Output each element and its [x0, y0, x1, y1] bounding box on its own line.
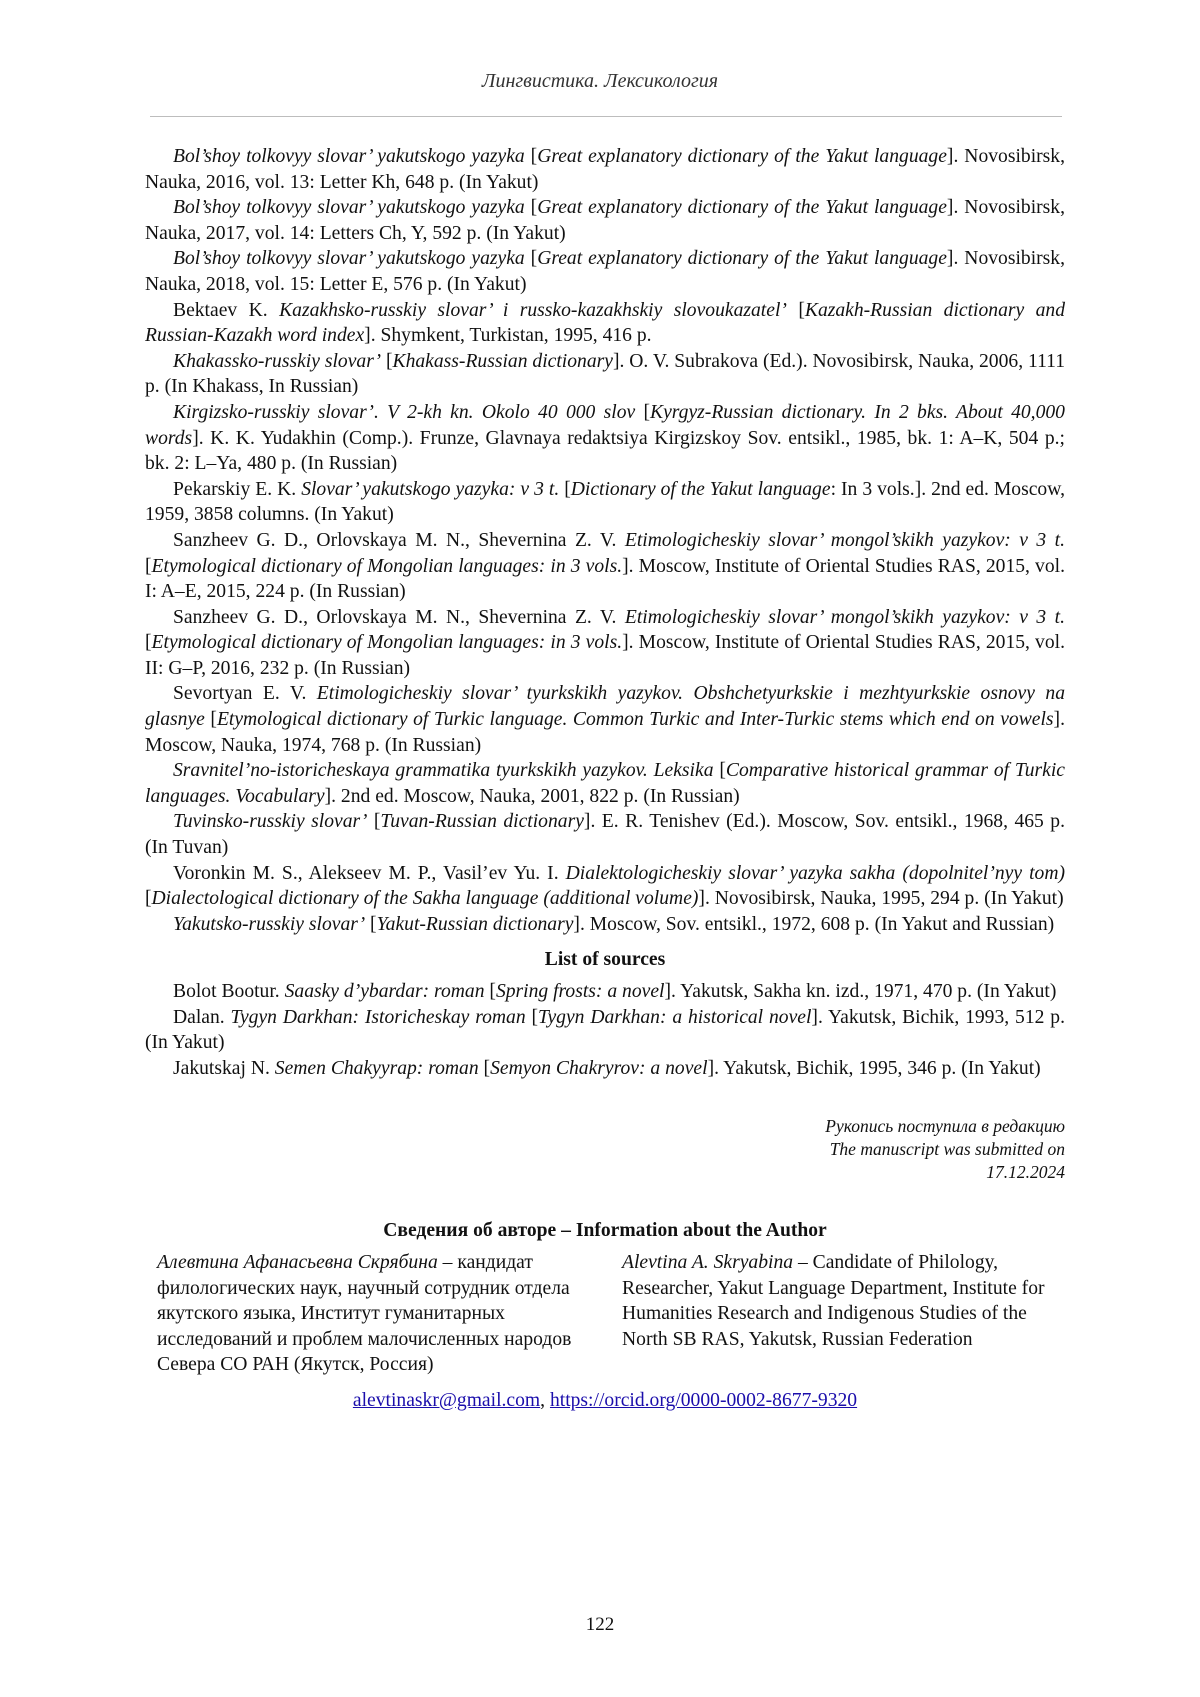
- reference-rest: . Moscow, Institute of Oriental Studies RAS, 2015, vol. II: G–P, 2016, 232 p. (In Russian): [145, 632, 1065, 679]
- reference-entry: Bolot Bootur. Saasky d’ybardar: roman [Spring frosts: a novel]. Yakutsk, Sakha kn. izd., 1971, 470 p. (In Yakut): [173, 981, 1057, 1002]
- reference-translation: Dialectological dictionary of the Sakha language (additional volume): [151, 888, 699, 910]
- reference-rest: . Novosibirsk, Nauka, 2016, vol. 13: Letter Kh, 648 p. (In Yakut): [145, 146, 1065, 193]
- reference-translation: Etymological dictionary of Mongolian languages: in 3 vols.: [151, 555, 623, 577]
- reference-rest: . E. R. Tenishev (Ed.). Moscow, Sov. entsikl., 1968, 465 p. (In Tuvan): [145, 811, 1065, 859]
- reference-title: Bol’shoy tolkovyy slovar’ yakutskogo yazyka: [173, 197, 525, 219]
- reference-title: Tygyn Darkhan: Istoricheskay roman: [230, 1006, 526, 1028]
- reference-translation-suffix: : In 3 vols.: [830, 478, 915, 500]
- reference-rest: . Moscow, Sov. entsikl., 1972, 608 p. (In Yakut and Russian): [579, 913, 1055, 935]
- reference-title: Bol’shoy tolkovyy slovar’ yakutskogo yazyka: [173, 248, 525, 270]
- reference-rest: . Yakutsk, Sakha kn. izd., 1971, 470 p. (In Yakut): [671, 981, 1057, 1002]
- reference-title: Saasky d’ybardar: roman: [284, 981, 485, 1002]
- reference-author: Sevortyan E. V.: [173, 683, 317, 705]
- reference-rest: . Moscow, Institute of Oriental Studies RAS, 2015, vol. I: A–E, 2015, 224 p. (In Russian): [145, 555, 1065, 603]
- reference-translation: Semyon Chakryrov: a novel: [490, 1057, 708, 1079]
- sources-heading: List of sources: [544, 949, 666, 971]
- reference-entry: Bol’shoy tolkovyy slovar’ yakutskogo yazyka [Great explanatory dictionary of the Yakut language]. Novosibirsk, Nauka, 2017, vol. 14: Letters Ch, Y, 592 p. (In Yakut): [145, 197, 1065, 244]
- reference-rest: . Novosibirsk, Nauka, 2018, vol. 15: Letter E, 576 p. (In Yakut): [145, 248, 1065, 295]
- reference-entry: Kirgizsko-russkiy slovar’. V 2-kh kn. Okolo 40 000 slov [Kyrgyz-Russian dictionary. In 2 bks. About 40,000 words]. K. K. Yudakhin (Comp.). Frunze, Glavnaya redaktsiya Kirgizskoy Sov. entsikl., 1985, bk. 1: A–K, 504 p.; bk. 2: L–Ya, 480 p. (In Russian): [145, 401, 1065, 475]
- reference-entry: Tuvinsko-russkiy slovar’ [Tuvan-Russian dictionary]. E. R. Tenishev (Ed.). Moscow, Sov. entsikl., 1968, 465 p. (In Tuvan): [145, 811, 1065, 859]
- reference-author: Jakutskaj N.: [173, 1057, 275, 1079]
- reference-title: Tuvinsko-russkiy slovar’: [173, 811, 368, 833]
- submission-date: 17.12.2024: [986, 1162, 1065, 1183]
- reference-author: Dalan.: [173, 1006, 231, 1028]
- reference-translation: Tuvan-Russian dictionary: [380, 811, 584, 833]
- reference-translation: Great explanatory dictionary of the Yakut language: [537, 248, 947, 270]
- reference-author: Bolot Bootur.: [173, 981, 285, 1002]
- author-heading: Сведения об авторе – Information about the Author: [383, 1220, 827, 1242]
- author-details-en: – Candidate of Philology, Researcher, Yakut Language Department, Institute for Humanities Research and Indigenous Studies of the North SB RAS, Yakutsk, Russian Federation: [622, 1251, 1045, 1350]
- reference-title: Etimologicheskiy slovar’ mongol’skikh yazykov: v 3 t.: [624, 606, 1065, 628]
- reference-title: Slovar’ yakutskogo yazyka: v 3 t.: [301, 478, 560, 500]
- reference-entry: Sanzheev G. D., Orlovskaya M. N., Shevernina Z. V. Etimologicheskiy slovar’ mongol’skikh yazykov: v 3 t. [Etymological dictionary of Mongolian languages: in 3 vols.]. Moscow, Institute of Oriental Studies RAS, 2015, vol. I: A–E, 2015, 224 p. (In Russian): [145, 529, 1065, 603]
- reference-author: Sanzheev G. D., Orlovskaya M. N., Shevernina Z. V.: [173, 529, 625, 551]
- running-header: Лингвистика. Лексикология: [481, 70, 719, 92]
- author-info: [145, 1250, 1065, 1378]
- reference-rest: . Moscow, Nauka, 1974, 768 p. (In Russian): [145, 709, 1065, 756]
- reference-translation: Dictionary of the Yakut language: [570, 478, 831, 500]
- reference-title: Khakassko-russkiy slovar’: [173, 350, 382, 372]
- reference-translation: Etymological dictionary of Turkic language. Common Turkic and Inter-Turkic stems which end on vowels: [216, 709, 1054, 731]
- reference-rest: . 2nd ed. Moscow, Nauka, 2001, 822 p. (In Russian): [331, 785, 740, 807]
- reference-translation: Kyrgyz-Russian dictionary. In 2 bks. About 40,000 words: [145, 401, 1065, 449]
- reference-rest: . Novosibirsk, Nauka, 2017, vol. 14: Letters Ch, Y, 592 p. (In Yakut): [145, 197, 1065, 244]
- references-list: [145, 144, 1065, 937]
- reference-entry: Dalan. Tygyn Darkhan: Istoricheskay roman [Tygyn Darkhan: a historical novel]. Yakutsk, Bichik, 1993, 512 p. (In Yakut): [145, 1006, 1065, 1054]
- contacts-separator: ,: [540, 1389, 550, 1411]
- reference-translation: Spring frosts: a novel: [495, 981, 665, 1002]
- sources-list: [145, 979, 1065, 1081]
- reference-translation: Great explanatory dictionary of the Yakut language: [537, 197, 947, 219]
- reference-entry: Bol’shoy tolkovyy slovar’ yakutskogo yazyka [Great explanatory dictionary of the Yakut language]. Novosibirsk, Nauka, 2018, vol. 15: Letter E, 576 p. (In Yakut): [145, 248, 1065, 295]
- reference-translation: Yakut-Russian dictionary: [376, 913, 574, 935]
- reference-rest: . K. K. Yudakhin (Comp.). Frunze, Glavnaya redaktsiya Kirgizskoy Sov. entsikl., 1985, bk. 1: A–K, 504 p.; bk. 2: L–Ya, 480 p. (In Russian): [145, 427, 1065, 475]
- reference-entry: Jakutskaj N. Semen Chakyyrap: roman [Semyon Chakryrov: a novel]. Yakutsk, Bichik, 1995, 346 p. (In Yakut): [173, 1057, 1041, 1079]
- reference-entry: Sevortyan E. V. Etimologicheskiy slovar’ tyurkskikh yazykov. Obshchetyurkskie i mezhtyurkskie osnovy na glasnye [Etymological dictionary of Turkic language. Common Turkic and Inter-Turkic stems which end on vowels]. Moscow, Nauka, 1974, 768 p. (In Russian): [145, 683, 1065, 756]
- reference-translation: Kazakh-Russian dictionary and Russian-Kazakh word index: [145, 299, 1065, 347]
- reference-rest: . O. V. Subrakova (Ed.). Novosibirsk, Nauka, 2006, 1111 p. (In Khakass, In Russian): [145, 350, 1066, 398]
- reference-title: Sravnitel’no-istoricheskaya grammatika tyurkskikh yazykov. Leksika: [173, 760, 714, 782]
- reference-entry: Bol’shoy tolkovyy slovar’ yakutskogo yazyka [Great explanatory dictionary of the Yakut language]. Novosibirsk, Nauka, 2016, vol. 13: Letter Kh, 648 p. (In Yakut): [145, 146, 1065, 193]
- page-content: [145, 144, 1065, 1414]
- reference-rest: . Yakutsk, Bichik, 1993, 512 p. (In Yakut): [145, 1006, 1065, 1054]
- reference-title: Etimologicheskiy slovar’ tyurkskikh yazykov. Obshchetyurkskie i mezhtyurkskie osnovy na glasnye: [145, 683, 1065, 731]
- reference-title: Kirgizsko-russkiy slovar’. V 2-kh kn. Okolo 40 000 slov: [173, 401, 636, 423]
- submission-line-en: The manuscript was submitted on: [829, 1139, 1065, 1160]
- reference-entry: Voronkin M. S., Alekseev M. P., Vasil’ev Yu. I. Dialektologicheskiy slovar’ yazyka sakha (dopolnitel’nyy tom) [Dialectological dictionary of the Sakha language (additional volume)]. Novosibirsk, Nauka, 1995, 294 p. (In Yakut): [145, 862, 1066, 910]
- reference-author: Pekarskiy E. K.: [173, 478, 302, 500]
- author-info-en: [622, 1250, 1065, 1378]
- submission-line-ru: Рукопись поступила в редакцию: [825, 1116, 1065, 1137]
- reference-title: Bol’shoy tolkovyy slovar’ yakutskogo yazyka: [173, 146, 525, 167]
- page-number: 122: [585, 1614, 615, 1635]
- orcid-link[interactable]: https://orcid.org/0000-0002-8677-9320: [549, 1389, 858, 1411]
- submission-note: [145, 1115, 1065, 1184]
- reference-entry: Khakassko-russkiy slovar’ [Khakass-Russian dictionary]. O. V. Subrakova (Ed.). Novosibirsk, Nauka, 2006, 1111 p. (In Khakass, In Russian): [145, 350, 1066, 398]
- reference-entry: Yakutsko-russkiy slovar’ [Yakut-Russian dictionary]. Moscow, Sov. entsikl., 1972, 608 p. (In Yakut and Russian): [173, 913, 1055, 935]
- email-link[interactable]: alevtinaskr@gmail.com: [352, 1389, 541, 1411]
- reference-rest: . 2nd ed. Moscow, 1959, 3858 columns. (In Yakut): [145, 478, 1065, 526]
- reference-entry: Bektaev K. Kazakhsko-russkiy slovar’ i russko-kazakhskiy slovoukazatel’ [Kazakh-Russian dictionary and Russian-Kazakh word index]. Shymkent, Turkistan, 1995, 416 p.: [145, 299, 1065, 347]
- reference-title: Etimologicheskiy slovar’ mongol’skikh yazykov: v 3 t.: [624, 529, 1065, 551]
- reference-entry: Pekarskiy E. K. Slovar’ yakutskogo yazyka: v 3 t. [Dictionary of the Yakut language: In 3 vols.]. 2nd ed. Moscow, 1959, 3858 columns. (In Yakut): [145, 478, 1065, 526]
- author-contacts: [145, 1388, 1065, 1414]
- header-rule: [150, 116, 1062, 117]
- reference-rest: . Novosibirsk, Nauka, 1995, 294 p. (In Yakut): [704, 888, 1064, 910]
- reference-title: Yakutsko-russkiy slovar’: [173, 913, 366, 935]
- reference-rest: . Shymkent, Turkistan, 1995, 416 p.: [370, 325, 652, 347]
- reference-title: Semen Chakyyrap: roman: [274, 1057, 479, 1079]
- author-name-en: Alevtina A. Skryabina: [622, 1251, 794, 1273]
- reference-entry: Sanzheev G. D., Orlovskaya M. N., Shevernina Z. V. Etimologicheskiy slovar’ mongol’skikh yazykov: v 3 t. [Etymological dictionary of Mongolian languages: in 3 vols.]. Moscow, Institute of Oriental Studies RAS, 2015, vol. II: G–P, 2016, 232 p. (In Russian): [145, 606, 1065, 679]
- reference-author: Bektaev K.: [173, 299, 280, 321]
- reference-title: Dialektologicheskiy slovar’ yazyka sakha (dopolnitel’nyy tom): [565, 862, 1066, 884]
- author-info-ru: [145, 1250, 588, 1378]
- author-details-ru: – кандидат филологических наук, научный сотрудник отдела якутского языка, Институт гуманитарных исследований и проблем малочисленных народов Севера СО РАН (Якутск, Россия): [157, 1251, 572, 1376]
- reference-translation: Tygyn Darkhan: a historical novel: [538, 1006, 812, 1028]
- reference-author: Sanzheev G. D., Orlovskaya M. N., Shevernina Z. V.: [173, 606, 625, 628]
- reference-translation: Comparative historical grammar of Turkic languages. Vocabulary: [145, 760, 1065, 807]
- reference-translation: Khakass-Russian dictionary: [392, 350, 613, 372]
- reference-translation: Etymological dictionary of Mongolian languages: in 3 vols.: [151, 632, 623, 654]
- references: [145, 144, 1065, 937]
- author-name-ru: Алевтина Афанасьевна Скрябина: [157, 1251, 438, 1273]
- reference-translation: Great explanatory dictionary of the Yakut language: [537, 146, 947, 167]
- reference-title: Kazakhsko-russkiy slovar’ i russko-kazakhskiy slovoukazatel’: [279, 299, 787, 321]
- reference-rest: . Yakutsk, Bichik, 1995, 346 p. (In Yakut): [714, 1057, 1041, 1079]
- reference-entry: Sravnitel’no-istoricheskaya grammatika tyurkskikh yazykov. Leksika [Comparative historical grammar of Turkic languages. Vocabulary]. 2nd ed. Moscow, Nauka, 2001, 822 p. (In Russian): [145, 760, 1065, 807]
- reference-author: Voronkin M. S., Alekseev M. P., Vasil’ev Yu. I.: [173, 862, 566, 884]
